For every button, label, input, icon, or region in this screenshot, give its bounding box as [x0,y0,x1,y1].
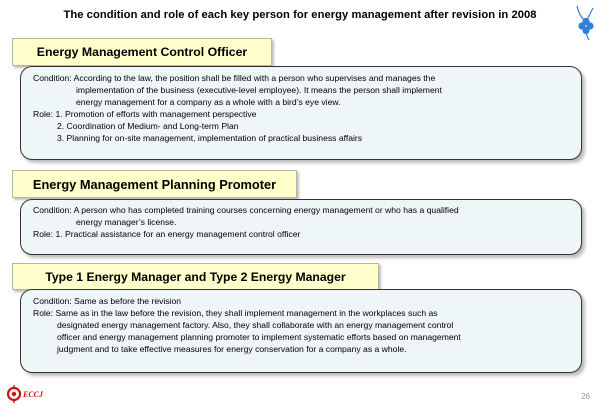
clover-icon [574,2,600,42]
page-number: 26 [581,392,590,401]
role-line: 2. Coordination of Medium- and Long-term Plan [57,121,239,131]
condition-line: energy management for a company as a whole with a bird’s eye view. [76,97,341,107]
eccj-logo-icon [6,383,22,405]
condition-line: Condition: Same as before the revision [33,296,182,306]
condition-line: energy manager’s license. [76,217,177,227]
role-line: officer and energy management planning promoter to implement systematic efforts based on management [57,332,461,342]
role-line: judgment and to take effective measures for energy conservation for a company as a whole. [57,344,407,354]
section-box-energy-manager [20,289,582,373]
role-line: Role: 1. Practical assistance for an energy management control officer [33,229,301,239]
role-line: 3. Planning for on-site management, implementation of practical business affairs [57,133,363,143]
section-header-planning-promoter: Energy Management Planning Promoter [12,170,297,198]
section-box-planning-promoter [20,199,582,255]
condition-line: Condition: A person who has completed training courses concerning energy management or who has a qualified [33,205,459,215]
role-line: Role: 1. Promotion of efforts with management perspective [33,109,257,119]
section-header-control-officer: Energy Management Control Officer [12,38,272,66]
section-header-energy-manager: Type 1 Energy Manager and Type 2 Energy Manager [12,263,379,290]
role-line: designated energy management factory. Also, they shall collaborate with an energy management control [57,320,454,330]
section-box-control-officer [20,66,582,160]
page-title: The condition and role of each key person for energy management after revision in 2008 [63,9,537,21]
condition-line: implementation of the business (executive-level employee). It means the person shall implement [76,85,442,95]
condition-line: Condition: According to the law, the position shall be filled with a person who supervises and manages the [33,73,436,83]
eccj-logo-text: ECCJ [23,390,44,399]
role-line: Role: Same as in the law before the revision, they shall implement management in the workplaces such as [33,308,438,318]
